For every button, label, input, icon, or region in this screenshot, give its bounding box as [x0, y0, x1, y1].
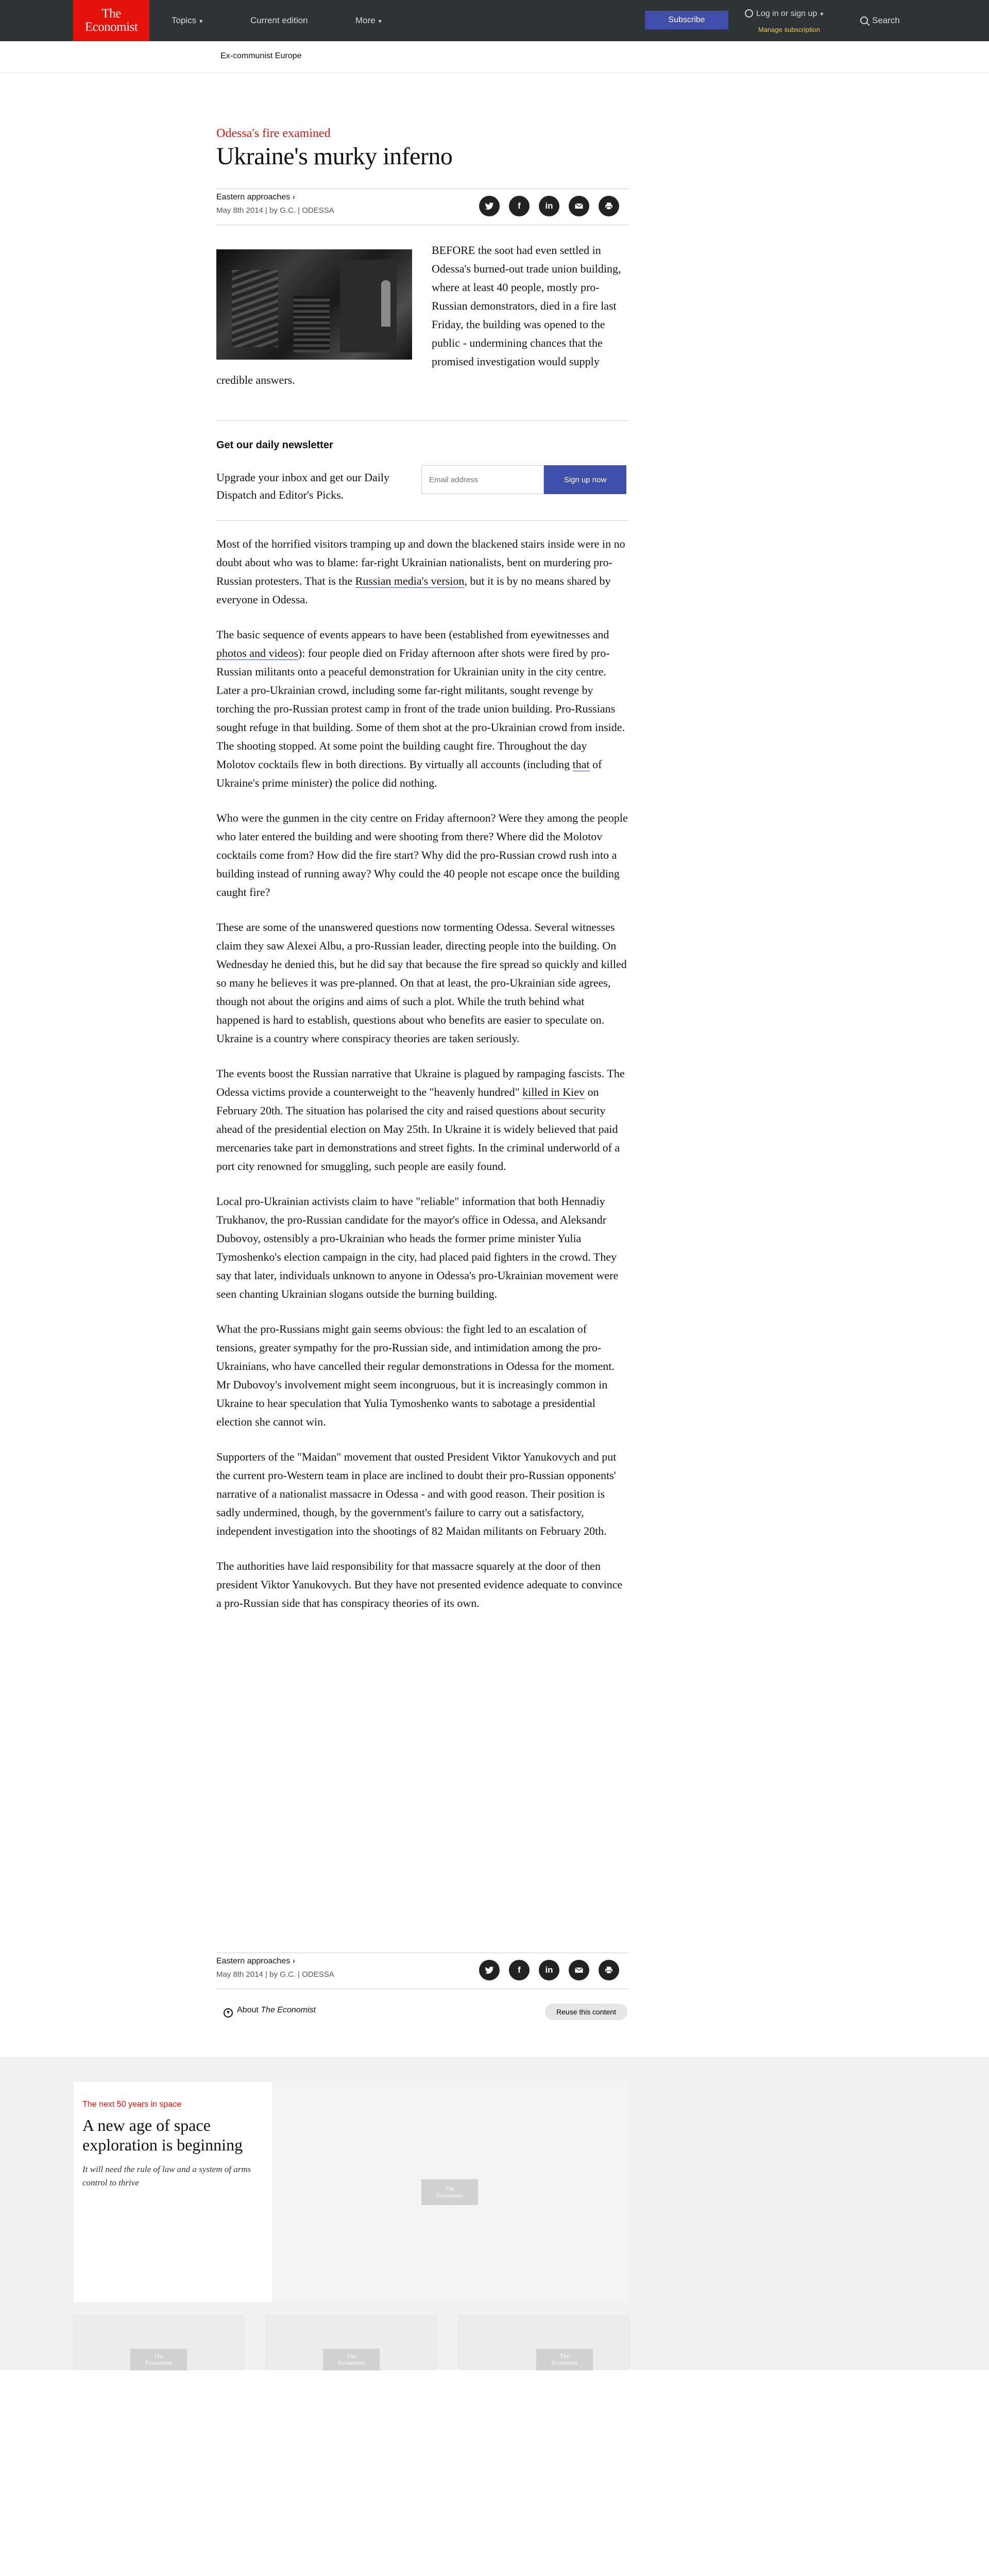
nav-topics-label: Topics [172, 15, 197, 25]
paragraph [216, 535, 628, 609]
lead-paragraph [216, 241, 628, 389]
twitter-icon[interactable] [479, 1960, 500, 1980]
paragraph-text: ): four people died on Friday afternoon after shots were fired by pro-Russian militants onto a peaceful demonstration for Ukrainian unity in the city centre. Later a pro-Ukrainian crowd, including some far-right militants, sought revenge by torching the pro-Russian protest camp in front of the trade union building. Pro-Russians sought refuge in that building. Some of them shot at the pro-Ukrainian crowd from inside. The shooting stopped. At some point the building caught fire. Throughout the day Molotov cocktails flew in both directions. By virtually all accounts (including [216, 647, 625, 771]
section-link[interactable]: Ex-communist Europe [220, 52, 302, 60]
paragraph-text: The basic sequence of events appears to have been (established from eyewitnesses and [216, 628, 609, 641]
print-icon[interactable] [599, 196, 619, 216]
article-body [216, 535, 628, 1613]
facebook-icon[interactable]: f [509, 1960, 530, 1980]
paragraph: Local pro-Ukrainian activists claim to have "reliable" information that both Hennadiy Trukhanov, the pro-Russian candidate for the mayor's office in Odessa, and Aleksandr Dubovoy, ostensibly a pro-Ukrainian who heads the former prime minister Yulia Tymoshenko's election campaign in the city, had placed paid fighters in the crowd. They say that later, individuals unknown to anyone in Odessa's pro-Ukrainian movement were seen chanting Ukrainian slogans outside the burning building. [216, 1195, 619, 1300]
info-icon: ▼ [224, 2008, 233, 2018]
newsletter-description: Upgrade your inbox and get our Daily Dispatch and Editor's Picks. [216, 471, 390, 501]
paragraph: These are some of the unanswered questions now tormenting Odessa. Several witnesses claim they saw Alexei Albu, a pro-Russian leader, directing people into the building. On Wednesday he denied this, but he did say that because the fire spread so quickly and killed so many he believes it was pre-planned. On that at least, the pro-Ukrainian side agrees, though not about the origins and aims of such a plot. While the truth behind what happened is hard to establish, questions about who benefits are easier to speculate on. Ukraine is a country where conspiracy theories are taken seriously. [216, 921, 627, 1045]
paragraph-text: The events boost the Russian narrative that Ukraine is plagued by rampaging fascists. The Odessa victims provide a counterweight to the "heavenly hundred" [216, 1067, 625, 1098]
chevron-right-icon: › [292, 193, 295, 201]
recommended-small-card[interactable] [73, 2315, 244, 2370]
paragraph: Supporters of the "Maidan" movement that ousted President Viktor Yanukovych and put the current pro-Western team in place are inclined to doubt their pro-Russian opponents' narrative of a nationalist massacre in Odessa - and with good reason. Their position is sadly undermined, though, by the government's failure to carry out a satisfactory, independent investigation into the shootings of 82 Maidan militants on February 20th. [216, 1450, 617, 1537]
prime-minister-link[interactable]: that [572, 758, 590, 771]
nav-topics[interactable] [172, 13, 202, 28]
chevron-down-icon: ▾ [820, 10, 824, 18]
section-bar [0, 41, 989, 73]
recommended-small-card[interactable] [266, 2315, 437, 2370]
about-economist-link[interactable] [224, 2006, 316, 2018]
economist-logo[interactable] [73, 0, 149, 41]
economist-placeholder-logo [536, 2349, 593, 2370]
about-brand: The Economist [261, 2006, 316, 2014]
chevron-right-icon: › [292, 1957, 295, 1965]
paragraph: What the pro-Russians might gain seems obvious: the fight led to an escalation of tensions, greater sympathy for the pro-Russian side, and intimidation among the pro-Ukrainians, who have cancelled their regular demonstrations in Odessa for the moment. Mr Dubovoy's involvement might seem incongruous, but it is increasingly common in Ukraine to hear speculation that Yulia Tymoshenko wants to sabotage a presidential election she cannot win. [216, 1323, 615, 1428]
placeholder-line-1: The [445, 2185, 455, 2192]
linkedin-label: in [545, 1965, 553, 1975]
logo-line-1: The [101, 7, 121, 21]
image-float-spacer [216, 241, 432, 365]
recommended-small-card[interactable] [458, 2315, 629, 2370]
placeholder-line-2: Economist [145, 2359, 172, 2366]
login-menu[interactable] [745, 9, 823, 19]
user-icon [745, 9, 753, 18]
article-headline: Ukraine's murky inferno [216, 143, 453, 170]
paragraph-text: , but it is by no means shared by everyone in Odessa. [216, 574, 611, 606]
economist-placeholder-logo [323, 2349, 380, 2370]
column-name: Eastern approaches [216, 193, 291, 201]
article-date-byline-bottom: May 8th 2014 | by G.C. | ODESSA [216, 1970, 334, 1979]
manage-subscription-link[interactable]: Manage subscription [758, 26, 820, 33]
divider [216, 420, 628, 421]
economist-placeholder-logo [130, 2349, 187, 2370]
nav-current-edition[interactable] [250, 13, 308, 28]
print-icon[interactable] [599, 1960, 619, 1980]
column-link-bottom[interactable] [216, 1957, 295, 1966]
facebook-icon[interactable]: f [509, 196, 530, 216]
share-bar-top [479, 196, 619, 216]
recommended-rubric: The next 50 years in space [82, 2100, 182, 2109]
paragraph [216, 1064, 628, 1176]
email-icon[interactable] [569, 196, 589, 216]
subscribe-button[interactable]: Subscribe [645, 11, 728, 29]
nav-more-label: More [355, 15, 376, 25]
placeholder-line-1: The [154, 2352, 164, 2360]
about-prefix: About [237, 2006, 261, 2014]
recommended-title[interactable]: A new age of space exploration is beginning [82, 2116, 243, 2154]
killed-in-kiev-link[interactable]: killed in Kiev [522, 1086, 585, 1098]
paragraph-text: on February 20th. The situation has polarised the city and raised questions about security ahead of the presidential election on May 25th. In Ukraine it is widely believed that paid mercenaries take part in demonstrations and street fights. In the criminal underworld of a port city renowned for smuggling, such people are easily found. [216, 1086, 620, 1173]
paragraph: Who were the gunmen in the city centre on Friday afternoon? Were they among the people who later entered the building and were shooting from there? Where did the Molotov cocktails come from? How did the fire start? Why did the pro-Russian crowd rush into a building instead of running away? Why could the 40 people not escape once the building caught fire? [216, 811, 628, 899]
top-navigation [0, 0, 989, 41]
email-icon[interactable] [569, 1960, 589, 1980]
article-rubric: Odessa's fire examined [216, 127, 331, 140]
placeholder-line-2: Economist [551, 2359, 578, 2366]
chevron-down-icon: ▾ [199, 18, 203, 25]
photos-videos-link[interactable]: photos and videos [216, 647, 298, 659]
paragraph-text: Most of the horrified visitors tramping up and down the blackened stairs inside were in no doubt about who was to blame: far-right Ukrainian nationalists, bent on murdering pro-Russian protesters. That is the [216, 537, 625, 587]
paragraph [216, 625, 628, 792]
search-label: Search [872, 15, 900, 25]
search-icon [860, 16, 868, 24]
reuse-content-button[interactable]: Reuse this content [545, 2004, 627, 2020]
placeholder-line-2: Economist [436, 2192, 463, 2199]
nav-current-edition-label: Current edition [250, 15, 308, 25]
column-link[interactable] [216, 193, 295, 202]
chevron-down-icon: ▾ [378, 18, 382, 25]
placeholder-line-1: The [559, 2352, 570, 2360]
divider [216, 520, 628, 521]
paragraph: The authorities have laid responsibility for that massacre squarely at the door of then president Viktor Yanukovych. But they have not presented evidence adequate to convince a pro-Russian side that has conspiracy theories of its own. [216, 1560, 623, 1609]
linkedin-label: in [545, 201, 553, 211]
share-bar-bottom [479, 1960, 619, 1980]
linkedin-icon[interactable] [539, 1960, 559, 1980]
login-label: Log in or sign up [756, 9, 817, 18]
recommended-description: It will need the rule of law and a system of arms control to thrive [82, 2164, 251, 2188]
linkedin-icon[interactable] [539, 196, 559, 216]
placeholder-line-1: The [346, 2352, 356, 2360]
paragraph-text: of Ukraine's prime minister) the police did nothing. [216, 758, 602, 789]
placeholder-line-2: Economist [338, 2359, 365, 2366]
twitter-icon[interactable] [479, 196, 500, 216]
newsletter-signup-button[interactable]: Sign up now [544, 465, 626, 494]
logo-line-2: Economist [84, 20, 138, 34]
nav-more[interactable] [355, 13, 382, 28]
newsletter-email-input[interactable] [421, 465, 544, 494]
search-button[interactable] [860, 13, 900, 28]
column-name: Eastern approaches [216, 1957, 291, 1965]
economist-placeholder-logo [421, 2179, 478, 2205]
lead-paragraph-text: BEFORE the soot had even settled in Odessa's burned-out trade union building, where at least 40 people, mostly pro-Russian demonstrators, died in a fire last Friday, the building was opened to the public - undermining chances that the promised investigation would supply credible answers. [216, 244, 621, 386]
russian-media-link[interactable]: Russian media's version [355, 574, 465, 587]
recommended-image-placeholder[interactable] [272, 2081, 629, 2303]
article-date-byline: May 8th 2014 | by G.C. | ODESSA [216, 206, 334, 215]
newsletter-title: Get our daily newsletter [216, 439, 333, 451]
